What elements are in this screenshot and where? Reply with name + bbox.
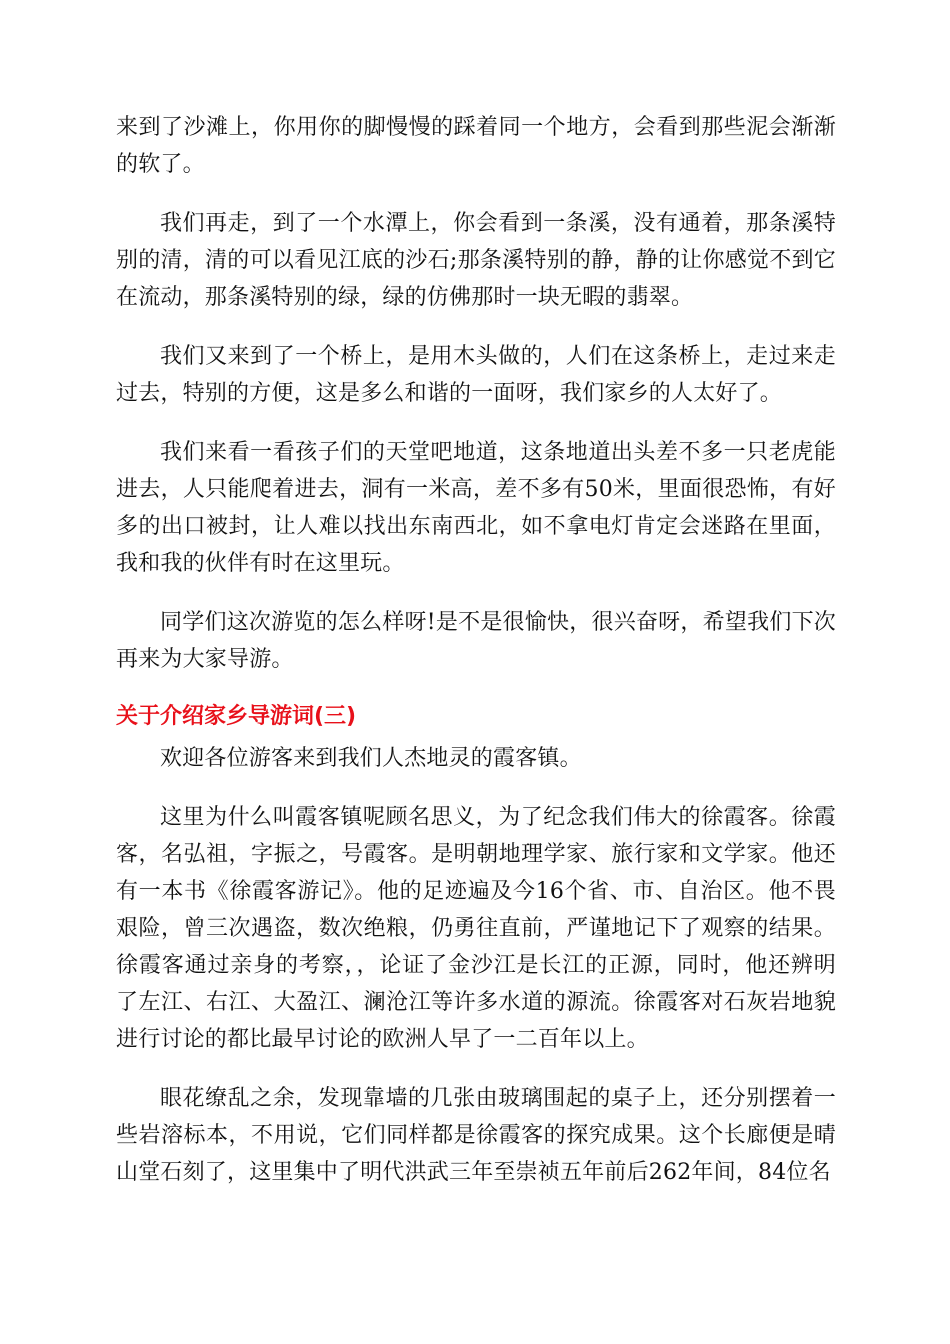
paragraph: 我们又来到了一个桥上，是用木头做的，人们在这条桥上，走过来走过去，特别的方便，这是多么和谐的一面呀，我们家乡的人太好了。 (116, 344, 836, 406)
paragraph: 这里为什么叫霞客镇呢顾名思义，为了纪念我们伟大的徐霞客。徐霞客，名弘祖，字振之，号霞客。是明朝地理学家、旅行家和文学家。他还有一本书《徐霞客游记》。他的足迹遍及今16个省、市、自治区。他不畏艰险，曾三次遇盗，数次绝粮，仍勇往直前，严谨地记下了观察的结果。徐霞客通过亲身的考察，，论证了金沙江是长江的正源，同时，他还辨明了左江、右江、大盈江、澜沧江等许多水道的源流。徐霞客对石灰岩地貌进行讨论的都比最早讨论的欧洲人早了一二百年以上。 (116, 805, 836, 1052)
paragraph: 同学们这次游览的怎么样呀!是不是很愉快，很兴奋呀，希望我们下次再来为大家导游。 (116, 610, 836, 672)
paragraph: 来到了沙滩上，你用你的脚慢慢的踩着同一个地方，会看到那些泥会渐渐的软了。 (116, 115, 836, 177)
paragraph: 欢迎各位游客来到我们人杰地灵的霞客镇。 (160, 746, 582, 771)
paragraph: 眼花缭乱之余，发现靠墙的几张由玻璃围起的桌子上，还分别摆着一些岩溶标本，不用说，它们同样都是徐霞客的探究成果。这个长廊便是晴山堂石刻了，这里集中了明代洪武三年至崇祯五年前后262年间，84位名 (116, 1086, 836, 1185)
document-body (116, 109, 836, 1213)
paragraph: 我们来看一看孩子们的天堂吧地道，这条地道出头差不多一只老虎能进去，人只能爬着进去，洞有一米高，差不多有50米，里面很恐怖，有好多的出口被封，让人难以找出东南西北，如不拿电灯肯定会迷路在里面，我和我的伙伴有时在这里玩。 (116, 440, 836, 576)
section-heading: 关于介绍家乡导游词(三) (116, 704, 357, 729)
paragraph: 我们再走，到了一个水潭上，你会看到一条溪，没有通着，那条溪特别的清，清的可以看见江底的沙石;那条溪特别的静，静的让你感觉不到它在流动，那条溪特别的绿，绿的仿佛那时一块无暇的翡翠。 (116, 211, 836, 310)
